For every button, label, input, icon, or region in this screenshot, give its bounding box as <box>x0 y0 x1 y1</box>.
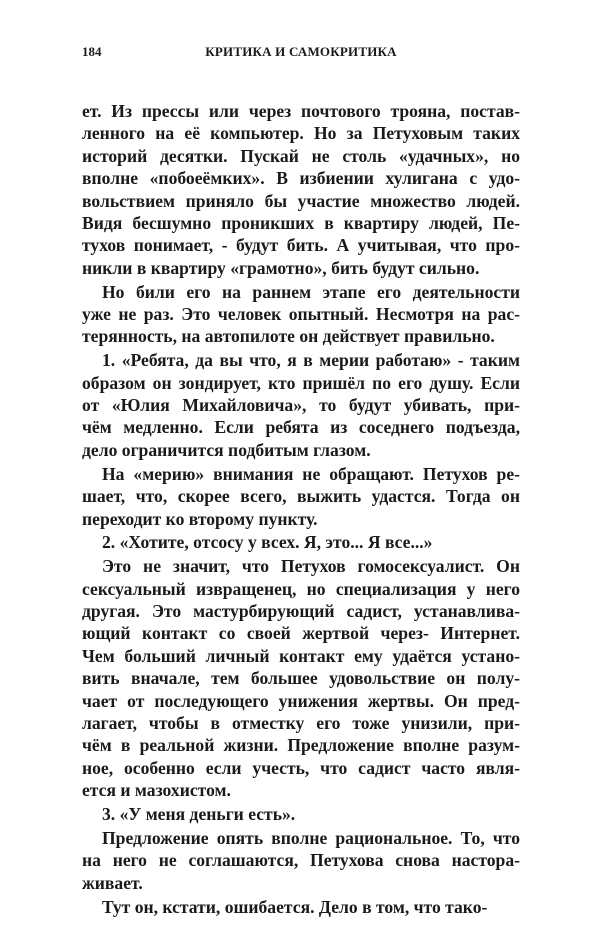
text-line: шает, что, скорее всего, выжить удастся. Тогда он <box>82 486 520 507</box>
text-line: живает. <box>82 872 143 893</box>
page-body-text <box>82 100 520 920</box>
text-line: от «Юлия Михайловича», то будут убивать, при- <box>82 395 520 416</box>
text-line: историй десятки. Пускай не столь «удачных», но <box>82 145 520 166</box>
text-line: вполне «побоеёмких». В избиении хулигана с удо- <box>82 168 520 189</box>
paragraph <box>82 803 520 825</box>
text-line: переходит ко второму пункту. <box>82 508 318 529</box>
text-line: чает от последующего унижения жертвы. Он пред- <box>82 690 520 711</box>
text-line: Тут он, кстати, ошибается. Дело в том, что тако- <box>102 896 488 917</box>
paragraph <box>82 896 520 918</box>
text-line: дело ограничится подбитым глазом. <box>82 439 371 460</box>
text-line: вольствием приняло бы участие множество людей. <box>82 190 520 211</box>
text-line: 3. «У меня деньги есть». <box>102 804 296 825</box>
paragraph <box>82 463 520 530</box>
paragraph <box>82 100 520 279</box>
running-title: КРИТИКА И САМОКРИТИКА <box>205 44 397 59</box>
text-line: никли в квартиру «грамотно», бить будут сильно. <box>82 257 480 278</box>
paragraph <box>82 555 520 801</box>
paragraph <box>82 281 520 348</box>
paragraph <box>82 349 520 461</box>
text-line: ет. Из прессы или через почтового трояна, постав- <box>82 101 520 121</box>
text-line: 1. «Ребята, да вы что, я в мерии работаю» - таким <box>102 350 520 371</box>
text-line: вить вначале, тем большее удовольствие он полу- <box>82 668 520 689</box>
text-line: ное, особенно если учесть, что садист часто явля- <box>82 757 520 778</box>
paragraph <box>82 531 520 553</box>
text-line: сексуальный извращенец, но специализация у него <box>82 578 520 599</box>
text-line: На «мерию» внимания не обращают. Петухов ре- <box>102 463 520 484</box>
text-line: ется и мазохистом. <box>82 780 231 801</box>
text-line: на него не соглашаются, Петухова снова настора- <box>82 850 520 871</box>
text-line: уже не раз. Это человек опытный. Несмотря на рас- <box>82 304 520 325</box>
text-line: чём в реальной жизни. Предложение вполне разум- <box>82 735 520 756</box>
text-line: чём медленно. Если ребята из соседнего подъезда, <box>82 417 520 438</box>
paragraph <box>82 827 520 894</box>
text-line: ленного на её компьютер. Но за Петуховым таких <box>82 123 520 144</box>
text-line: терянность, на автопилоте он действует правильно. <box>82 326 495 347</box>
text-line: Но били его на раннем этапе его деятельности <box>102 281 520 302</box>
text-line: Чем больший личный контакт ему удаётся устано- <box>82 645 520 666</box>
text-line: 2. «Хотите, отсосу у всех. Я, это... Я все...» <box>102 532 433 553</box>
running-header <box>82 44 520 62</box>
text-line: Видя бесшумно проникших в квартиру людей, Пе- <box>82 212 520 233</box>
text-line: другая. Это мастурбирующий садист, устанавлива- <box>82 601 520 622</box>
text-line: тухов понимает, - будут бить. А учитывая, что про- <box>82 235 520 256</box>
text-line: Это не значит, что Петухов гомосексуалист. Он <box>102 556 520 577</box>
text-line: лагает, чтобы в отместку его тоже унизили, при- <box>82 713 520 734</box>
text-line: образом он зондирует, кто пришёл по его душу. Если <box>82 372 520 393</box>
page-number: 184 <box>82 44 102 59</box>
text-line: ющий контакт со своей жертвой через- Интернет. <box>82 623 520 644</box>
text-line: Предложение опять вполне рациональное. То, что <box>102 828 520 848</box>
